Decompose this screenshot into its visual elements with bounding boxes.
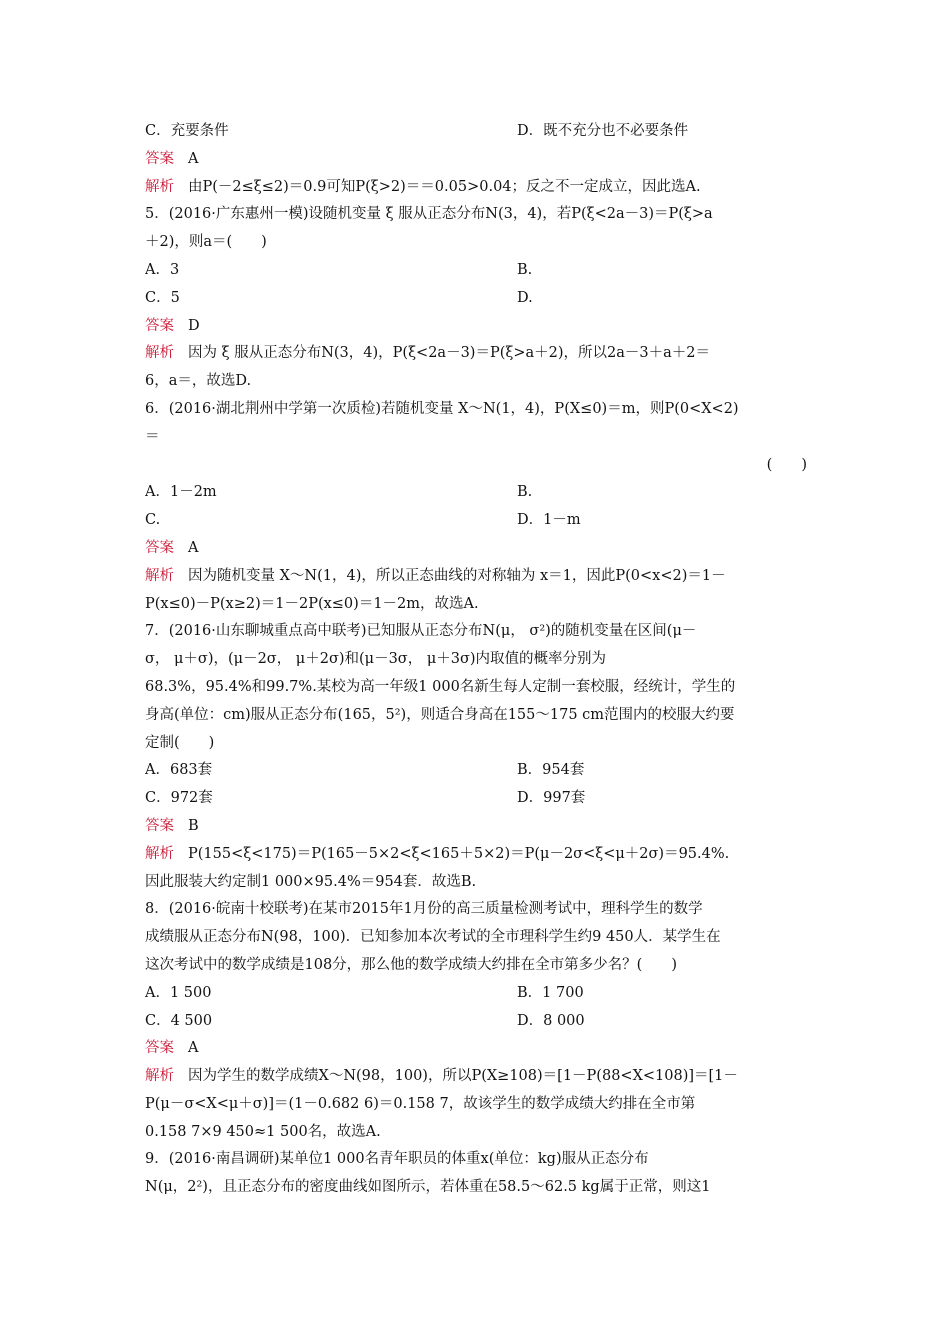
answer-bracket: ( ) (766, 456, 807, 473)
answer-line (145, 146, 807, 174)
options-row (145, 118, 807, 146)
options-row (145, 285, 807, 313)
explanation-line: 解析 因为随机变量 X～N(1，4)，所以正态曲线的对称轴为 x＝1，因此P(0<x<2)＝1－ (145, 567, 726, 584)
question-stem: 身高(单位：cm)服从正态分布(165，5²)，则适合身高在155～175 cm范围内的校服大约要 (145, 706, 735, 723)
option-b: B．954套 (517, 762, 585, 779)
explanation-label: 解析 (145, 1068, 174, 1085)
answer-value: B (188, 817, 199, 834)
question-stem: 9．(2016·南昌调研)某单位1 000名青年职员的体重x(单位：kg)服从正态分布 (145, 1151, 649, 1168)
answer-line (145, 1035, 807, 1063)
options-row (145, 257, 807, 285)
explanation-line: 解析 因为学生的数学成绩X～N(98，100)，所以P(X≥108)＝[1－P(88<X<108)]＝[1－ (145, 1068, 738, 1085)
options-row (145, 1008, 807, 1036)
option-c: C．972套 (145, 790, 213, 807)
question-stem: 成绩服从正态分布N(98，100)．已知参加本次考试的全市理科学生约9 450人．某学生在 (145, 929, 721, 946)
answer-value: D (188, 317, 200, 334)
document-page (145, 118, 807, 1202)
question-stem: N(μ，2²)，且正态分布的密度曲线如图所示，若体重在58.5～62.5 kg属于正常，则这1 (145, 1179, 711, 1196)
option-b: B．1 700 (517, 984, 584, 1001)
option-c: C．充要条件 (145, 123, 229, 139)
option-d: D．1－m (517, 512, 581, 529)
question-stem: 定制( ) (145, 734, 215, 751)
option-d: D．既不充分也不必要条件 (517, 123, 689, 139)
explanation-line: 6，a＝，故选D. (145, 373, 252, 390)
explanation-line: 0.158 7×9 450≈1 500名，故选A. (145, 1123, 381, 1140)
question-stem: ＋2)，则a＝( ) (145, 234, 267, 251)
question-stem: 6．(2016·湖北荆州中学第一次质检)若随机变量 X～N(1，4)，P(X≤0)＝m，则P(0<X<2) (145, 400, 739, 417)
option-a: A．3 (145, 261, 180, 278)
explanation-line: 解析 由P(－2≤ξ≤2)＝0.9可知P(ξ>2)＝＝0.05>0.04；反之不一定成立，因此选A. (145, 178, 701, 195)
question-stem: σ， μ＋σ)，(μ－2σ， μ＋2σ)和(μ－3σ， μ＋3σ)内取值的概率分别为 (145, 651, 607, 668)
question-stem: 7．(2016·山东聊城重点高中联考)已知服从正态分布N(μ， σ²)的随机变量在区间(μ－ (145, 623, 697, 640)
options-row (145, 980, 807, 1008)
option-d: D．997套 (517, 790, 586, 807)
options-row (145, 757, 807, 785)
explanation-label: 解析 (145, 567, 174, 584)
answer-label: 答案 (145, 150, 174, 167)
explanation-line: P(μ－σ<X<μ＋σ)]＝(1－0.682 6)＝0.158 7，故该学生的数学成绩大约排在全市第 (145, 1095, 696, 1112)
question-stem: 68.3%，95.4%和99.7%.某校为高一年级1 000名新生每人定制一套校服，经统计，学生的 (145, 678, 736, 695)
option-a: A．1－2m (145, 484, 217, 501)
question-stem: ＝ (145, 428, 160, 445)
option-b: B. (517, 484, 533, 501)
answer-label: 答案 (145, 317, 174, 334)
option-b: B. (517, 261, 533, 278)
options-row (145, 479, 807, 507)
answer-value: A (188, 150, 199, 167)
explanation-line: 解析 P(155<ξ<175)＝P(165－5×2<ξ<165＋5×2)＝P(μ－2σ<ξ<μ＋2σ)＝95.4%. (145, 845, 730, 862)
explanation-label: 解析 (145, 845, 174, 862)
option-a: A．683套 (145, 762, 213, 779)
answer-value: A (188, 539, 199, 556)
option-c: C．4 500 (145, 1012, 213, 1029)
options-row (145, 507, 807, 535)
option-d: D．8 000 (517, 1012, 585, 1029)
answer-line (145, 813, 807, 841)
answer-line (145, 313, 807, 341)
explanation-label: 解析 (145, 178, 174, 195)
options-row (145, 785, 807, 813)
explanation-line: P(x≤0)－P(x≥2)＝1－2P(x≤0)＝1－2m，故选A. (145, 595, 479, 612)
question-stem: 这次考试中的数学成绩是108分，那么他的数学成绩大约排在全市第多少名？( ) (145, 956, 677, 973)
explanation-line: 解析 因为 ξ 服从正态分布N(3，4)，P(ξ<2a－3)＝P(ξ>a＋2)，所以2a－3＋a＋2＝ (145, 345, 710, 362)
option-d: D. (517, 289, 533, 306)
answer-label: 答案 (145, 817, 174, 834)
option-c: C．5 (145, 289, 180, 306)
answer-label: 答案 (145, 1040, 174, 1057)
question-stem: 5．(2016·广东惠州一模)设随机变量 ξ 服从正态分布N(3，4)，若P(ξ<2a－3)＝P(ξ>a (145, 206, 713, 223)
option-c: C. (145, 512, 161, 529)
explanation-line: 因此服装大约定制1 000×95.4%＝954套．故选B. (145, 873, 477, 890)
answer-line (145, 535, 807, 563)
question-stem: 8．(2016·皖南十校联考)在某市2015年1月份的高三质量检测考试中，理科学生的数学 (145, 901, 703, 918)
option-a: A．1 500 (145, 984, 212, 1001)
answer-value: A (188, 1040, 199, 1057)
explanation-label: 解析 (145, 345, 174, 362)
answer-label: 答案 (145, 539, 174, 556)
